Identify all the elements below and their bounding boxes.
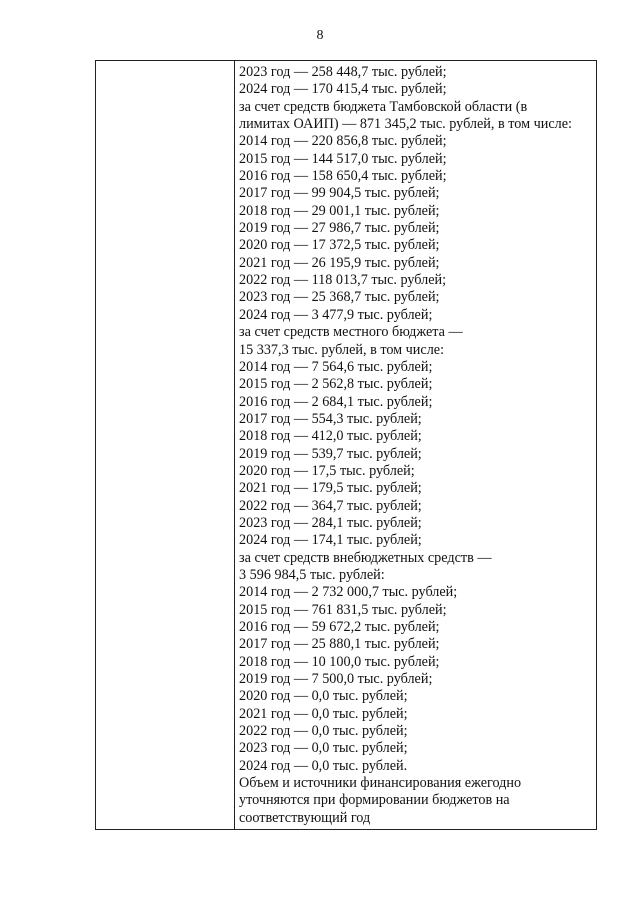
funding-line: 2024 год — 0,0 тыс. рублей. [239,757,408,774]
column-divider [234,61,235,829]
funding-line: 2020 год — 17 372,5 тыс. рублей; [239,237,440,254]
funding-line: 2022 год — 118 013,7 тыс. рублей; [239,272,447,289]
funding-line: уточняются при формировании бюджетов на [239,792,510,809]
funding-line: 2018 год — 10 100,0 тыс. рублей; [239,653,440,670]
funding-line: 2024 год — 174,1 тыс. рублей; [239,532,422,549]
funding-line: за счет средств местного бюджета — [239,324,463,341]
funding-line: 2014 год — 220 856,8 тыс. рублей; [239,133,447,150]
funding-line: 2023 год — 25 368,7 тыс. рублей; [239,289,440,306]
funding-line: 2019 год — 27 986,7 тыс. рублей; [239,220,440,237]
funding-line: 2020 год — 17,5 тыс. рублей; [239,462,415,479]
funding-line: 2021 год — 26 195,9 тыс. рублей; [239,254,440,271]
funding-line: 3 596 984,5 тыс. рублей: [239,566,385,583]
funding-line: 2016 год — 59 672,2 тыс. рублей; [239,619,440,635]
funding-line: 2022 год — 364,7 тыс. рублей; [239,497,422,514]
funding-line: 2024 год — 3 477,9 тыс. рублей; [239,306,433,323]
funding-line: 2021 год — 0,0 тыс. рублей; [239,705,408,722]
funding-line: 2015 год — 2 562,8 тыс. рублей; [239,376,433,393]
funding-line: 2014 год — 2 732 000,7 тыс. рублей; [239,584,458,601]
funding-line: Объем и источники финансирования ежегодно [239,775,522,792]
funding-line: 15 337,3 тыс. рублей, в том числе: [239,341,445,358]
funding-line: 2017 год — 99 904,5 тыс. рублей; [239,185,440,202]
funding-line: 2024 год — 170 415,4 тыс. рублей; [239,81,447,98]
funding-line: 2022 год — 0,0 тыс. рублей; [239,723,408,740]
funding-line: 2016 год — 158 650,4 тыс. рублей; [239,168,447,185]
funding-line: 2016 год — 2 684,1 тыс. рублей; [239,393,433,410]
funding-line: 2015 год — 144 517,0 тыс. рублей; [239,150,447,167]
funding-cell [239,64,594,827]
funding-line: 2018 год — 412,0 тыс. рублей; [239,428,422,445]
funding-line: 2017 год — 554,3 тыс. рублей; [239,410,422,427]
funding-line: 2020 год — 0,0 тыс. рублей; [239,688,408,705]
funding-line: 2014 год — 7 564,6 тыс. рублей; [239,358,433,375]
funding-line: 2023 год — 0,0 тыс. рублей; [239,740,408,757]
funding-line: 2015 год — 761 831,5 тыс. рублей; [239,601,447,618]
funding-line: за счет средств внебюджетных средств — [239,549,492,566]
funding-line: соответствующий год [239,809,371,826]
funding-line: 2018 год — 29 001,1 тыс. рублей; [239,202,440,219]
funding-line: 2017 год — 25 880,1 тыс. рублей; [239,636,440,653]
funding-line: лимитах ОАИП) — 871 345,2 тыс. рублей, в том числе: [239,116,572,133]
funding-line: 2021 год — 179,5 тыс. рублей; [239,480,422,497]
funding-line: 2019 год — 539,7 тыс. рублей; [239,445,422,462]
funding-line: 2023 год — 284,1 тыс. рублей; [239,514,422,531]
funding-table [95,60,597,830]
funding-line: 2023 год — 258 448,7 тыс. рублей; [239,64,447,80]
funding-line: 2019 год — 7 500,0 тыс. рублей; [239,671,433,688]
page-number: 8 [316,28,324,43]
funding-line: за счет средств бюджета Тамбовской области (в [239,98,528,115]
